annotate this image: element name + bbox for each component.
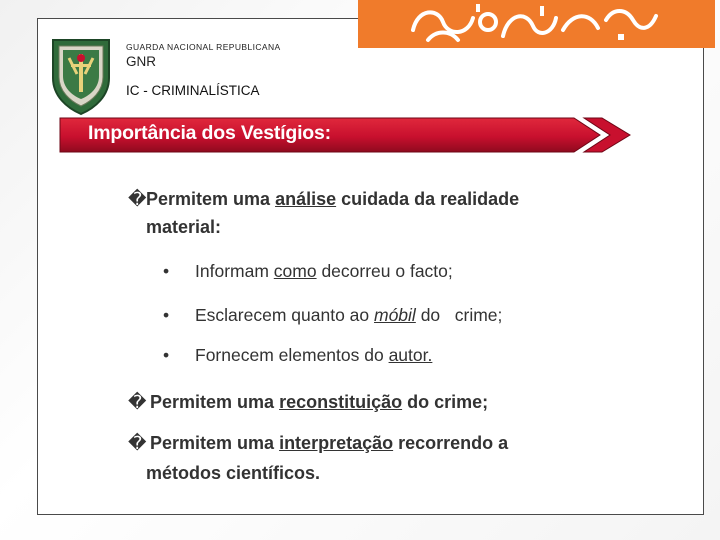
point-continuation: material: [146,217,222,237]
point-keyword: análise [275,189,337,209]
point-text: Permitem uma [146,189,276,209]
sub-point-text: Esclarecem quanto ao [195,305,374,325]
point-text: do crime; [402,392,489,412]
ornament-icon [358,0,715,48]
orange-banner [358,0,715,48]
unit-name: IC - CRIMINALÍSTICA [126,83,260,98]
diamond-bullet-icon: � [128,392,147,412]
sub-bullet-icon: • [163,345,170,365]
sub-point-3 [195,345,432,366]
point-text: recorrendo a [393,433,509,453]
sub-point-keyword: autor. [388,345,433,365]
slide-title: Importância dos Vestígios: [88,122,331,144]
sub-point-keyword: como [273,261,317,281]
sub-point-text: Informam [195,261,274,281]
sub-bullet-icon: • [163,305,170,325]
point-continuation: métodos científicos. [146,463,321,483]
diamond-bullet-icon: � [128,189,147,209]
organization-name: GUARDA NACIONAL REPUBLICANA [126,42,281,52]
sub-point-text: decorreu o facto; [316,261,453,281]
point-text: cuidada da realidade [336,189,520,209]
sub-point-2 [195,305,502,326]
gnr-seal-icon [47,34,115,116]
sub-point-text: Fornecem elementos do [195,345,389,365]
diamond-bullet-icon: � [128,433,147,453]
sub-point-keyword: móbil [374,305,416,325]
point-keyword: interpretação [279,433,394,453]
sub-point-text: do crime; [415,305,503,325]
point-keyword: reconstituição [279,392,403,412]
point-text: Permitem uma [150,392,280,412]
point-text: Permitem uma [150,433,280,453]
sub-point-1 [195,261,453,282]
organization-acronym: GNR [126,54,156,69]
sub-bullet-icon: • [163,261,170,281]
